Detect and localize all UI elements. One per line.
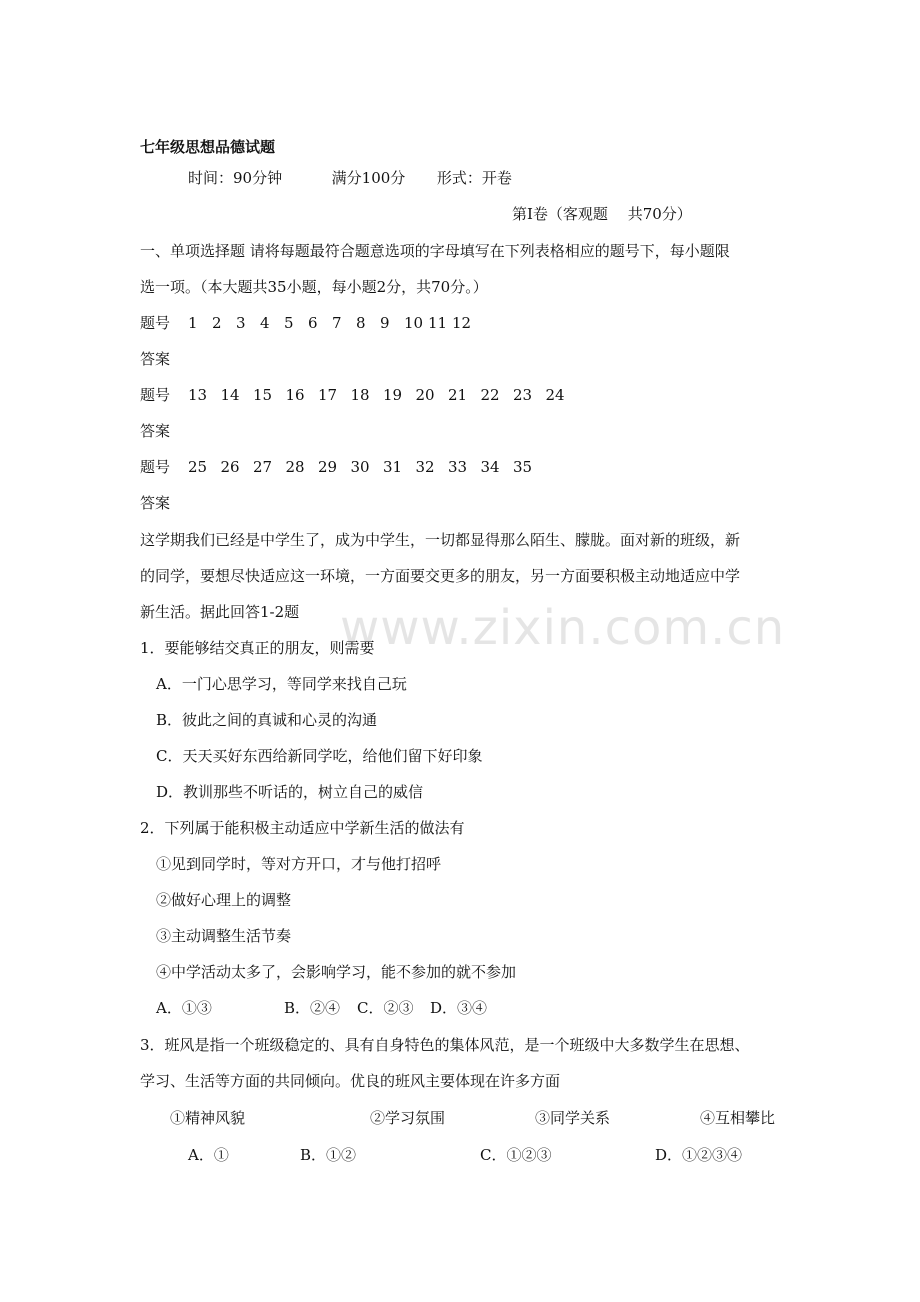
question-number: 2 (212, 314, 222, 332)
q1-option-d: D．教训那些不听话的，树立自己的威信 (156, 783, 424, 801)
q2-item-3: ③主动调整生活节奏 (156, 927, 292, 945)
question-number: 14 (220, 386, 240, 404)
question-number: 18 (350, 386, 370, 404)
question-number: 11 (428, 314, 448, 332)
q3-stem-line2: 学习、生活等方面的共同倾向。优良的班风主要体现在许多方面 (140, 1072, 561, 1090)
row-label: 题号 (140, 314, 171, 332)
question-number: 17 (318, 386, 338, 404)
question-number: 6 (308, 314, 318, 332)
question-number: 27 (253, 458, 273, 476)
answer-table-row-2 (140, 385, 565, 405)
q3-option-a: A．① (188, 1146, 229, 1164)
watermark: www.zixin.com.cn (340, 600, 786, 656)
page-title: 七年级思想品德试题 (140, 138, 276, 156)
q3-item-2: ②学习氛围 (370, 1109, 446, 1127)
q2-option-b: B．②④ (284, 999, 341, 1017)
question-number: 4 (260, 314, 270, 332)
question-number: 28 (285, 458, 305, 476)
question-number: 34 (480, 458, 500, 476)
question-number: 32 (415, 458, 435, 476)
section1-instruction-line2: 选一项。（本大题共35小题，每小题2分，共70分。） (140, 278, 488, 296)
exam-info (188, 168, 512, 188)
question-number: 9 (380, 314, 390, 332)
question-number: 35 (513, 458, 533, 476)
q2-option-d: D．③④ (430, 999, 488, 1017)
q2-item-1: ①见到同学时，等对方开口，才与他打招呼 (156, 855, 442, 873)
exam-time: 时间：90分钟 (188, 169, 283, 187)
passage-line2: 的同学，要想尽快适应这一环境，一方面要交更多的朋友，另一方面要积极主动地适应中学 (140, 567, 741, 585)
passage-line3: 新生活。据此回答1-2题 (140, 603, 300, 621)
q2-option-c: C．②③ (357, 999, 414, 1017)
answer-label-1: 答案 (140, 350, 171, 368)
question-number: 1 (188, 314, 198, 332)
exam-format: 形式：开卷 (436, 169, 512, 187)
answer-label-3: 答案 (140, 494, 171, 512)
question-number: 31 (383, 458, 403, 476)
q2-stem: 2．下列属于能积极主动适应中学新生活的做法有 (140, 819, 465, 837)
question-number: 25 (188, 458, 208, 476)
q1-option-c: C．天天买好东西给新同学吃，给他们留下好印象 (156, 747, 483, 765)
question-number: 21 (448, 386, 468, 404)
passage-line1: 这学期我们已经是中学生了，成为中学生，一切都显得那么陌生、朦胧。面对新的班级，新 (140, 531, 741, 549)
question-number: 23 (513, 386, 533, 404)
question-number: 26 (220, 458, 240, 476)
question-number: 13 (188, 386, 208, 404)
q3-option-c: C．①②③ (480, 1146, 552, 1164)
q3-item-1: ①精神风貌 (170, 1109, 246, 1127)
question-number: 7 (332, 314, 342, 332)
answer-label-2: 答案 (140, 422, 171, 440)
q2-option-a: A．①③ (156, 999, 212, 1017)
question-number: 12 (452, 314, 472, 332)
q1-stem: 1．要能够结交真正的朋友，则需要 (140, 639, 375, 657)
answer-table-row-3 (140, 457, 533, 477)
q2-item-4: ④中学活动太多了，会影响学习，能不参加的就不参加 (156, 963, 517, 981)
question-number: 24 (545, 386, 565, 404)
question-number: 16 (285, 386, 305, 404)
question-number: 22 (480, 386, 500, 404)
volume-heading: 第Ⅰ卷（客观题 共70分） (512, 205, 692, 223)
question-number: 8 (356, 314, 366, 332)
question-number: 20 (415, 386, 435, 404)
question-number: 3 (236, 314, 246, 332)
question-number: 15 (253, 386, 273, 404)
question-number: 29 (318, 458, 338, 476)
row-label: 题号 (140, 386, 171, 404)
q3-option-d: D．①②③④ (655, 1146, 743, 1164)
q3-item-3: ③同学关系 (535, 1109, 611, 1127)
q1-option-b: B．彼此之间的真诚和心灵的沟通 (156, 711, 378, 729)
q3-option-b: B．①② (300, 1146, 357, 1164)
question-number: 5 (284, 314, 294, 332)
section1-instruction-line1: 一、单项选择题 请将每题最符合题意选项的字母填写在下列表格相应的题号下，每小题限 (140, 242, 730, 260)
q2-item-2: ②做好心理上的调整 (156, 891, 292, 909)
q3-stem-line1: 3．班风是指一个班级稳定的、具有自身特色的集体风范，是一个班级中大多数学生在思想、 (140, 1036, 750, 1054)
answer-table-row-1 (140, 313, 472, 333)
question-number: 33 (448, 458, 468, 476)
question-number: 19 (383, 386, 403, 404)
question-number: 10 (404, 314, 424, 332)
question-number: 30 (350, 458, 370, 476)
q1-option-a: A．一门心思学习，等同学来找自己玩 (156, 675, 407, 693)
exam-score: 满分100分 (331, 169, 406, 187)
q3-item-4: ④互相攀比 (700, 1109, 776, 1127)
row-label: 题号 (140, 458, 171, 476)
